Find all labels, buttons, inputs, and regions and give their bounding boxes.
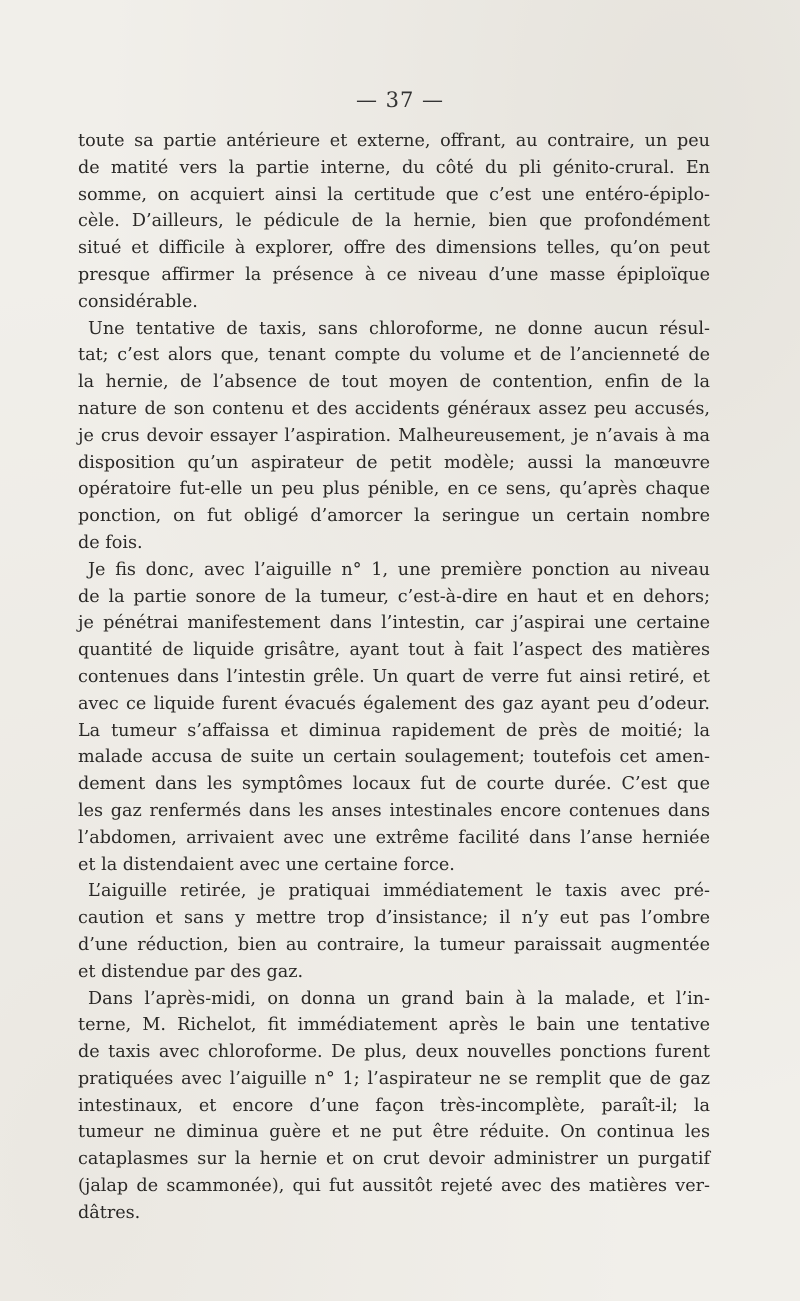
text-line: Dans l’après-midi, on donna un grand bain à la malade, et l’in- — [88, 988, 710, 1009]
text-line: toute sa partie antérieure et externe, offrant, au contraire, un peu — [78, 131, 710, 151]
text-line: de matité vers la partie interne, du côté du pli génito-crural. En — [78, 157, 710, 178]
text-line: terne, M. Richelot, fit immédiatement après le bain une tentative — [78, 1015, 710, 1036]
text-line: et distendue par des gaz. — [78, 961, 304, 982]
text-line: pratiquées avec l’aiguille n° 1; l’aspirateur ne se remplit que de gaz — [78, 1068, 710, 1089]
text-line: cataplasmes sur la hernie et on crut devoir administrer un purgatif — [78, 1149, 710, 1170]
paragraph — [78, 128, 710, 316]
text-line: (jalap de scammonée), qui fut aussitôt rejeté avec des matières ver- — [78, 1176, 710, 1197]
text-line: de la partie sonore de la tumeur, c’est-à-dire en haut et en dehors; — [78, 586, 710, 607]
text-line: La tumeur s’affaissa et diminua rapidement de près de moitié; la — [78, 720, 710, 741]
text-line: de taxis avec chloroforme. De plus, deux nouvelles ponctions furent — [78, 1042, 710, 1063]
text-line: situé et difficile à explorer, offre des dimensions telles, qu’on peut — [78, 238, 710, 259]
text-line: presque affirmer la présence à ce niveau d’une masse épiploïque — [78, 264, 710, 285]
text-line: je crus devoir essayer l’aspiration. Malheureusement, je n’avais à ma — [78, 425, 710, 446]
text-line: dement dans les symptômes locaux fut de courte durée. C’est que — [78, 774, 710, 795]
text-line: L’aiguille retirée, je pratiquai immédiatement le taxis avec pré- — [88, 881, 710, 902]
text-line: malade accusa de suite un certain soulagement; toutefois cet amen- — [78, 747, 710, 768]
text-line: les gaz renfermés dans les anses intestinales encore contenues dans — [78, 800, 710, 821]
text-line: cèle. D’ailleurs, le pédicule de la hernie, bien que profondément — [78, 211, 710, 232]
paragraph — [78, 878, 710, 985]
paragraph — [78, 316, 710, 557]
text-line: l’abdomen, arrivaient avec une extrême facilité dans l’anse herniée — [78, 827, 710, 848]
text-line: opératoire fut-elle un peu plus pénible, en ce sens, qu’après chaque — [78, 479, 710, 500]
text-line: et la distendaient avec une certaine force. — [78, 854, 455, 875]
text-line: la hernie, de l’absence de tout moyen de contention, enfin de la — [78, 372, 710, 393]
text-line: Une tentative de taxis, sans chloroforme, ne donne aucun résul- — [88, 318, 710, 339]
paragraph — [78, 557, 710, 879]
text-line: caution et sans y mettre trop d’insistance; il n’y eut pas l’ombre — [78, 908, 710, 929]
text-line: de fois. — [78, 532, 143, 553]
text-line: somme, on acquiert ainsi la certitude que c’est une entéro-épiplo- — [78, 184, 710, 205]
text-line: Je fis donc, avec l’aiguille n° 1, une première ponction au niveau — [88, 559, 710, 580]
page-number: — 37 — — [355, 88, 445, 112]
text-line: nature de son contenu et des accidents généraux assez peu accusés, — [78, 398, 710, 419]
text-line: tat; c’est alors que, tenant compte du volume et de l’ancienneté de — [78, 345, 710, 366]
paragraph — [78, 986, 710, 1227]
text-line: quantité de liquide grisâtre, ayant tout à fait l’aspect des matières — [78, 640, 710, 661]
text-line: ponction, on fut obligé d’amorcer la seringue un certain nombre — [78, 506, 710, 527]
text-line: avec ce liquide furent évacués également des gaz ayant peu d’odeur. — [78, 693, 710, 714]
text-line: intestinaux, et encore d’une façon très-incomplète, paraît-il; la — [78, 1095, 710, 1116]
text-line: je pénétrai manifestement dans l’intestin, car j’aspirai une certaine — [78, 613, 710, 634]
text-line: contenues dans l’intestin grêle. Un quart de verre fut ainsi retiré, et — [78, 666, 710, 687]
text-line: considérable. — [78, 291, 198, 312]
text-line: dâtres. — [78, 1202, 141, 1223]
body-text — [78, 128, 710, 1227]
text-line: d’une réduction, bien au contraire, la tumeur paraissait augmentée — [78, 934, 710, 955]
text-line: tumeur ne diminua guère et ne put être réduite. On continua les — [78, 1122, 710, 1143]
text-line: disposition qu’un aspirateur de petit modèle; aussi la manœuvre — [78, 452, 710, 473]
